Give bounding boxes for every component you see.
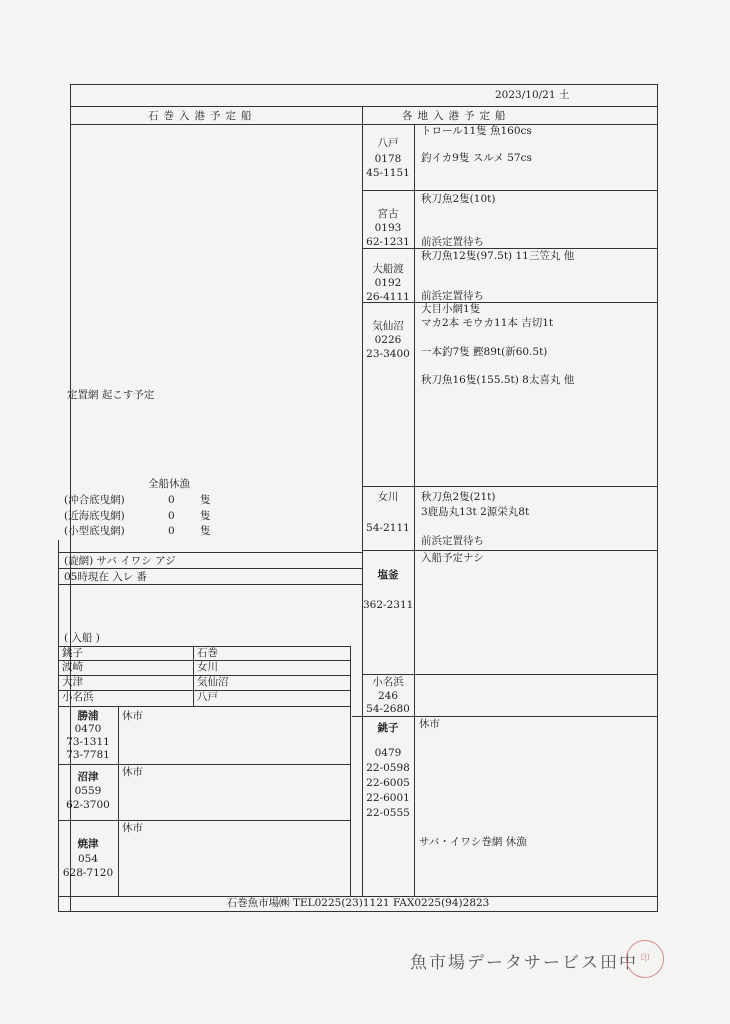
seal-icon: 印 <box>626 940 664 978</box>
port-left: 小名浜 <box>62 691 94 703</box>
market-tel: 054 <box>77 853 99 865</box>
frame-right <box>657 84 658 912</box>
port-name: 銚子 <box>377 722 399 734</box>
port-tel: 22-0598 <box>366 762 410 774</box>
port-name: 宮古 <box>377 208 399 220</box>
net-unit: 隻 <box>200 494 211 506</box>
port-tel: 23-3400 <box>366 348 410 360</box>
header-bottom <box>70 124 658 125</box>
makiami-line: (旋網) サバ イワシ アジ <box>64 555 176 567</box>
port-line: 一本釣7隻 鰹89t(新60.5t) <box>421 346 548 358</box>
service-stamp: 魚市場データサービス田中 <box>410 953 638 973</box>
net-count: 0 <box>168 525 175 537</box>
port-tel: 0226 <box>374 334 402 346</box>
port-tel: 54-2111 <box>366 522 410 534</box>
port-line: マカ2本 モウカ11本 吉切1t <box>421 317 554 329</box>
market-tel: 62-3700 <box>66 799 110 811</box>
port-line: 前浜定置待ち <box>421 535 484 547</box>
port-line: 前浜定置待ち <box>421 290 484 302</box>
lrow-genzai-bottom <box>58 584 362 585</box>
zensen-note: 全船休漁 <box>148 478 190 490</box>
port-line: 秋刀魚12隻(97.5t) 11三笠丸 他 <box>421 250 575 262</box>
port-right: 気仙沼 <box>197 676 229 688</box>
footer-contact: 石巻魚市場㈱ TEL0225(23)1121 FAX0225(94)2823 <box>226 897 490 909</box>
port-tel: 0192 <box>374 277 402 289</box>
lrow-genzai <box>58 568 362 569</box>
market-tel: 0470 <box>74 723 102 735</box>
nyusen-label: ( 入船 ) <box>64 632 100 644</box>
port-line: 3鹿島丸13t 2源栄丸8t <box>421 506 530 518</box>
port-tel: 45-1151 <box>366 167 410 179</box>
port-tel: 62-1231 <box>366 236 410 248</box>
port-right <box>350 646 351 896</box>
rrow-7 <box>352 716 657 717</box>
port-tel: 246 <box>377 690 399 702</box>
net-name: (近海底曳網) <box>64 510 125 522</box>
port-name: 大船渡 <box>372 263 404 275</box>
port-line: 秋刀魚2隻(21t) <box>421 491 496 503</box>
port-line: トロール11隻 魚160cs <box>421 125 532 137</box>
port-right: 女川 <box>197 661 218 673</box>
port-line: 入船予定ナシ <box>421 552 484 564</box>
port-left: 銚子 <box>62 647 83 659</box>
net-name: (小型底曳網) <box>64 525 125 537</box>
right-header: 各地入港予定船 <box>402 110 511 122</box>
port-tel: 22-6005 <box>366 777 410 789</box>
port-name: 女川 <box>377 491 399 503</box>
port-line: 釣イカ9隻 スルメ 57cs <box>421 152 532 164</box>
net-unit: 隻 <box>200 525 211 537</box>
port-name: 小名浜 <box>372 676 404 688</box>
rrow-5 <box>362 550 657 551</box>
port-tel: 0479 <box>374 747 402 759</box>
port-left: 波崎 <box>62 661 83 673</box>
port-tel: 362-2311 <box>363 599 414 611</box>
port-name: 八戸 <box>377 137 399 149</box>
market-name: 勝浦 <box>77 710 99 722</box>
port-extra: サバ・イワシ巻網 休漁 <box>419 836 527 848</box>
market-divider <box>118 706 119 896</box>
date: 2023/10/21 土 <box>495 89 570 101</box>
rrow-1 <box>362 190 657 191</box>
rrow-6 <box>362 674 657 675</box>
port-tel: 22-0555 <box>366 807 410 819</box>
market-row-1 <box>58 764 350 765</box>
port-tel: 54-2680 <box>366 703 410 715</box>
port-line: 前浜定置待ち <box>421 236 484 248</box>
port-tel: 0193 <box>374 222 402 234</box>
net-count: 0 <box>168 510 175 522</box>
port-tel: 26-4111 <box>366 291 410 303</box>
net-count: 0 <box>168 494 175 506</box>
lrow-port-5 <box>58 706 350 707</box>
rrow-4 <box>362 486 657 487</box>
port-line: 休市 <box>419 718 440 730</box>
left-header: 石巻入港予定船 <box>148 110 257 122</box>
market-tel: 0559 <box>74 785 102 797</box>
market-name: 焼津 <box>77 838 99 850</box>
frame-left-outer <box>58 540 59 912</box>
market-status: 休市 <box>122 766 143 778</box>
lrow-makiami <box>58 552 362 553</box>
port-name: 気仙沼 <box>372 320 404 332</box>
frame-bottom <box>58 911 658 912</box>
port-line: 秋刀魚2隻(10t) <box>421 193 496 205</box>
port-right: 八戸 <box>197 691 218 703</box>
port-tel: 22-6001 <box>366 792 410 804</box>
market-tel: 73-7781 <box>66 749 110 761</box>
date-row-bottom <box>70 106 658 107</box>
market-status: 休市 <box>122 710 143 722</box>
port-left: 大津 <box>62 676 83 688</box>
port-name: 塩釜 <box>377 569 399 581</box>
port-line: 大目小網1隻 <box>421 303 481 315</box>
genzai-line: 05時現在 入レ 番 <box>64 571 148 583</box>
market-name: 沼津 <box>77 771 99 783</box>
frame-top <box>70 84 658 85</box>
net-name: (沖合底曳網) <box>64 494 125 506</box>
port-line: 秋刀魚16隻(155.5t) 8太喜丸 他 <box>421 374 575 386</box>
port-right: 石巻 <box>197 647 218 659</box>
net-unit: 隻 <box>200 510 211 522</box>
market-tel: 628-7120 <box>62 867 114 879</box>
port-divider <box>193 646 194 706</box>
port-tel: 0178 <box>374 153 402 165</box>
market-status: 休市 <box>122 822 143 834</box>
market-row-2 <box>58 820 350 821</box>
market-tel: 73-1311 <box>66 736 110 748</box>
teichi-note: 定置網 起こす予定 <box>67 389 155 401</box>
